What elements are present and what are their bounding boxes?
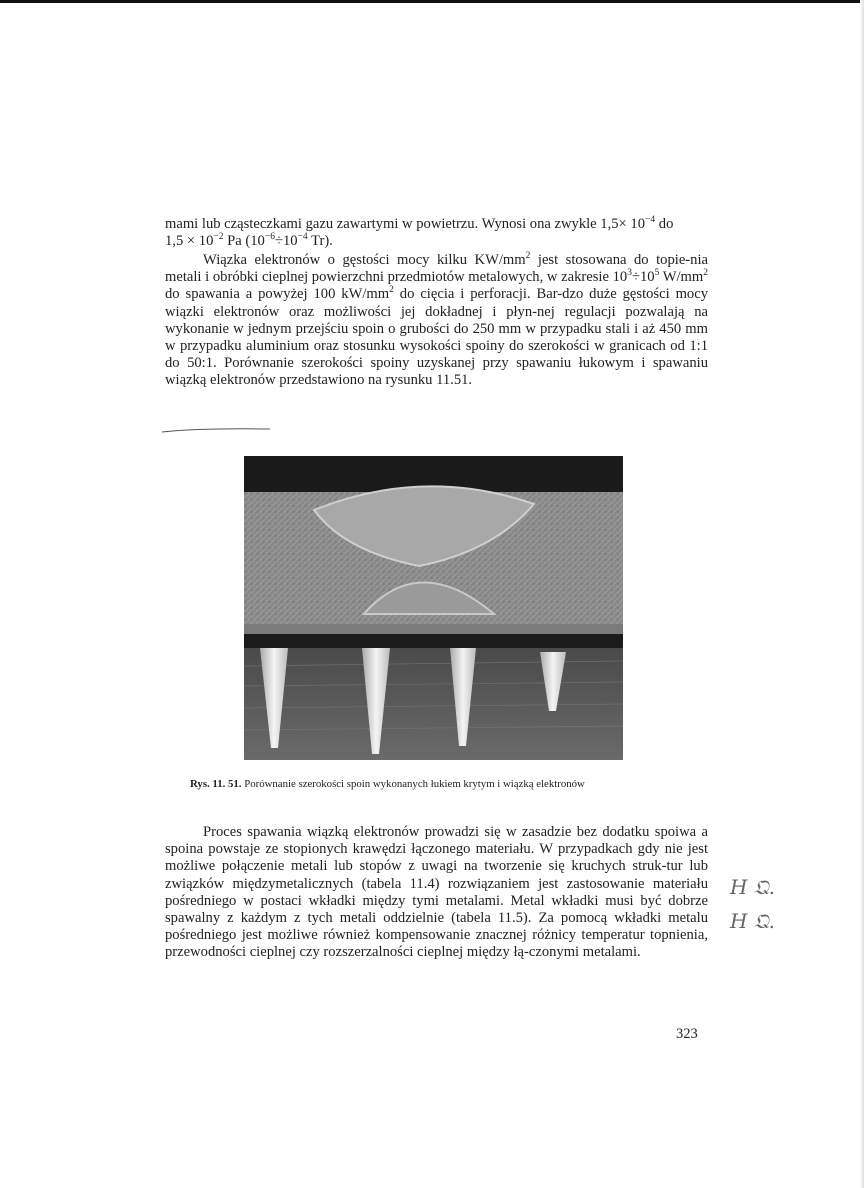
pencil-underline [160, 426, 272, 434]
handnote-1: H 𝔔. [730, 875, 775, 899]
caption-text: Porównanie szerokości spoin wykonanych łukiem krytym i wiązką elektronów [241, 778, 585, 790]
paragraph-3: Proces spawania wiązką elektronów prowadzi się w zasadzie bez dodatku spoiwa a spoina powstaje ze stopionych krawędzi łączonego materiału. W przypadkach gdy nie jest możliwe połączenie metali lub stopów z uwagi na tworzenie się kruchych struk-tur lub związków międzymetalicznych (tabela 11.4) rozwiązaniem jest zastosowanie materiału pośredniego w postaci wkładki między tymi metalami. Metal wkładki musi być dobrze spawalny z każdym z tych metali oddzielnie (tabela 11.5). Za pomocą wkładki metalu pośredniego jest możliwe również kompensowanie znacznej różnicy temperatur topnienia, przewodności cieplnej czy rozszerzalności cieplnej między łą-czonymi metalami. [165, 824, 708, 961]
caption-label: Rys. 11. 51. [190, 778, 242, 790]
page-number: 323 [676, 1026, 698, 1042]
figure-caption [190, 778, 690, 790]
handnote-2: H 𝔔. [730, 909, 775, 933]
paragraph-2: Wiązka elektronów o gęstości mocy kilku $KW/mm^2$ jest stosowana do topie-nia metali i obróbki cieplnej powierzchni przedmiotów metalowych, w zakresie $10^3\div 10^5$ $W/mm^2$ do spawania a powyżej 100 $kW/mm^2$ do cięcia i perforacji. Bar-dzo duże gęstości mocy wiązki elektronów oraz możliwości jej dokładnej i płyn-nej regulacji pozwalają na wykonanie w jednym przejściu spoin o grubości do 250 mm w przypadku stali i aż 450 mm w przypadku aluminium oraz stosunku wysokości spoiny do szerokości w granicach od 1:1 do 50:1. Porównanie szerokości spoiny uzyskanej przy spawaniu łukowym i spawaniu wiązką elektronów przedstawiono na rysunku 11.51. [165, 251, 709, 389]
paragraph-1: mami lub cząsteczkami gazu zawartymi w powietrzu. Wynosi ona zwykle $1,5\times 10^{-4}$ do $1,5 \times 10^{-2}$ Pa ($10^{-6}\div 10^{-4}$ Tr). [165, 215, 674, 250]
scan-right-edge [860, 0, 864, 1188]
handwritten-margin-notes [728, 870, 798, 940]
weld-comparison-photo [244, 456, 623, 760]
scan-top-edge [0, 0, 864, 3]
